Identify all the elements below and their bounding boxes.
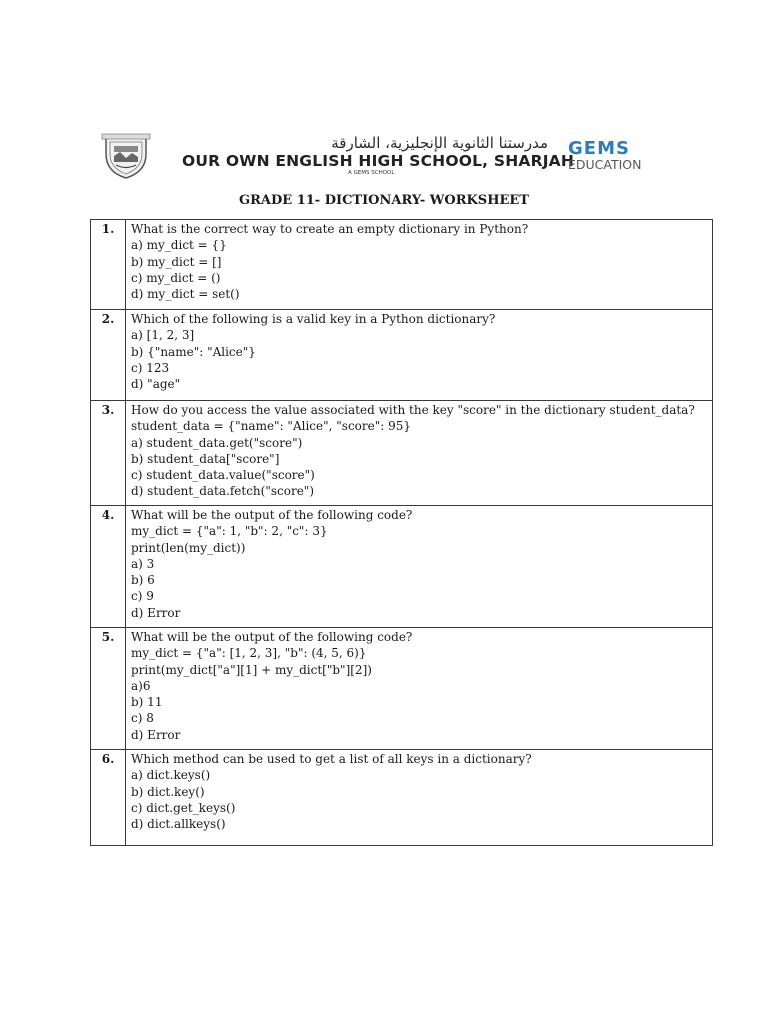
question-text: Which method can be used to get a list of all keys in a dictionary?: [131, 752, 532, 766]
question-line: b) {"name": "Alice"}: [131, 344, 256, 359]
question-line: d) student_data.fetch("score"): [131, 484, 315, 499]
question-line: d) my_dict = set(): [131, 287, 240, 302]
question-row: [91, 220, 713, 310]
question-row: [91, 401, 713, 506]
question-line: d) Error: [131, 605, 181, 620]
questions-table: [90, 219, 713, 846]
question-line: my_dict = {"a": 1, "b": 2, "c": 3}: [131, 524, 328, 539]
question-line: b) my_dict = []: [131, 254, 222, 269]
question-line: b) 6: [131, 573, 155, 588]
question-body: [126, 628, 713, 750]
question-number: 6.: [91, 750, 126, 846]
question-text: What will be the output of the following code?: [131, 630, 413, 644]
question-row: [91, 628, 713, 750]
question-body: [126, 750, 713, 846]
question-line: c) 123: [131, 360, 170, 375]
question-text: Which of the following is a valid key in a Python dictionary?: [131, 312, 496, 326]
question-number: 2.: [91, 310, 126, 401]
question-number: 3.: [91, 401, 126, 506]
school-subtitle: A GEMS SCHOOL: [348, 170, 395, 176]
question-body: [126, 220, 713, 310]
question-line: a) dict.keys(): [131, 768, 211, 783]
question-line: student_data = {"name": "Alice", "score": 95}: [131, 419, 412, 434]
question-line: c) my_dict = (): [131, 270, 221, 285]
school-name-english: OUR OWN ENGLISH HIGH SCHOOL, SHARJAH: [182, 152, 575, 170]
question-number: 5.: [91, 628, 126, 750]
question-line: c) student_data.value("score"): [131, 468, 315, 483]
question-row: [91, 750, 713, 846]
question-line: c) 8: [131, 711, 154, 726]
gems-wordmark: GEMS: [568, 138, 630, 159]
question-line: d) Error: [131, 727, 181, 742]
question-number: 1.: [91, 220, 126, 310]
question-line: a) 3: [131, 556, 155, 571]
question-line: b) student_data["score"]: [131, 451, 280, 466]
question-line: b) 11: [131, 695, 163, 710]
question-line: a)6: [131, 678, 151, 693]
question-line: d) "age": [131, 377, 181, 392]
question-text: What will be the output of the following code?: [131, 508, 413, 522]
question-line: a) [1, 2, 3]: [131, 328, 195, 343]
question-line: a) my_dict = {}: [131, 238, 227, 253]
question-line: my_dict = {"a": [1, 2, 3], "b": (4, 5, 6)}: [131, 646, 367, 661]
question-line: print(my_dict["a"][1] + my_dict["b"][2]): [131, 662, 372, 677]
question-line: print(len(my_dict)): [131, 540, 246, 555]
question-body: [126, 310, 713, 401]
question-row: [91, 310, 713, 401]
school-header: [92, 130, 676, 180]
school-crest-logo: [96, 132, 156, 180]
question-row: [91, 506, 713, 628]
school-name-arabic: مدرستنا الثانوية الإنجليزية، الشارقة: [331, 134, 548, 152]
school-name-block: [178, 134, 575, 178]
question-number: 4.: [91, 506, 126, 628]
question-line: d) dict.allkeys(): [131, 817, 226, 832]
worksheet-title: GRADE 11- DICTIONARY- WORKSHEET: [239, 193, 529, 208]
gems-education-logo: [568, 138, 668, 178]
question-line: a) student_data.get("score"): [131, 435, 303, 450]
question-body: [126, 506, 713, 628]
question-line: c) dict.get_keys(): [131, 800, 236, 815]
question-line: b) dict.key(): [131, 784, 205, 799]
question-line: c) 9: [131, 589, 154, 604]
gems-education-label: EDUCATION: [568, 157, 642, 172]
question-body: [126, 401, 713, 506]
question-text: What is the correct way to create an empty dictionary in Python?: [131, 222, 529, 236]
question-text: How do you access the value associated with the key "score" in the dictionary student_data?: [131, 403, 695, 417]
